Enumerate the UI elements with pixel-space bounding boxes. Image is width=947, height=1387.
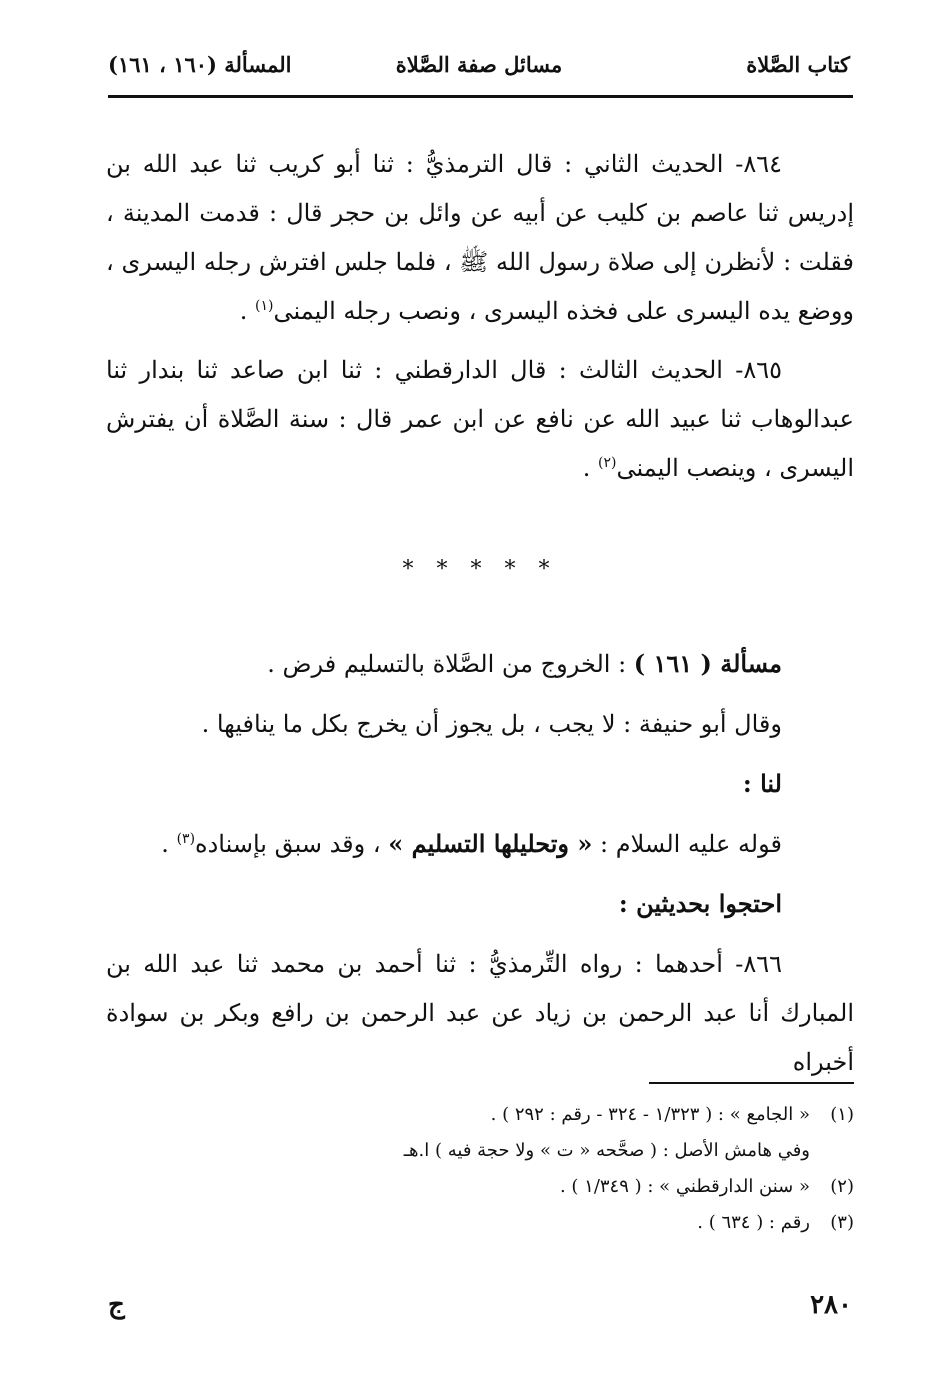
lana-heading: لنا : <box>742 769 782 798</box>
quoted-hadith: « وتحليلها التسليم » <box>388 829 593 858</box>
footnotes <box>114 1097 854 1241</box>
footnote-ref-3: (٣) <box>176 831 196 847</box>
issue-161-heading <box>106 634 782 694</box>
argued-heading: احتجوا بحديثين : <box>618 889 782 918</box>
hadith-864: ٨٦٤- الحديث الثاني : قال الترمذيُّ : ثنا أبو كريب ثنا عبد الله بن إدريس ثنا عاصم بن كليب عن أبيه عن وائل بن حجر قال : قدمت المدينة ، فقلت : لأنظرن إلى صلاة رسول الله ﷺ ، فلما جلس افترش رجله اليسرى ، ووضع يده اليسرى على فخذه اليسرى ، ونصب رجله اليمنى$^{(١)}$ . <box>106 150 855 325</box>
header-book-title: كتاب الصَّلاة <box>746 52 850 77</box>
hadith-865: ٨٦٥- الحديث الثالث : قال الدارقطني : ثنا ابن صاعد ثنا بندار ثنا عبدالوهاب ثنا عبيد الله عن نافع عن ابن عمر قال : سنة الصَّلاة أن يفترش اليسرى ، وينصب اليمنى$^{(٢)}$ . <box>106 356 854 482</box>
header-issue-numbers: المسألة (١٦٠ ، ١٦١) <box>108 52 292 77</box>
running-header <box>108 52 850 88</box>
issue-statement: : الخروج من الصَّلاة بالتسليم فرض . <box>267 650 634 678</box>
footnote-1-continued: وفي هامش الأصل : ( صحَّحه « ت » ولا حجة فيه ) ا.هـ <box>403 1140 810 1161</box>
evidence-quote: قوله عليه السلام : « وتحليلها التسليم » ، وقد سبق بإسناده$^{(٣)}$ . <box>161 829 782 858</box>
hadith-866: ٨٦٦- أحدهما : رواه التِّرمذيُّ : ثنا أحمد بن محمد ثنا عبد الله بن المبارك أنا عبد الرحمن بن زياد عن عبد الرحمن بن رافع وبكر بن سوادة أخبراه <box>106 950 854 1076</box>
main-text <box>106 140 854 1097</box>
header-section-title: مسائل صفة الصَّلاة <box>395 52 563 77</box>
header-divider <box>108 95 853 98</box>
footnote-2: (٢)« سنن الدارقطني » : ( ١/٣٤٩ ) . <box>559 1176 854 1197</box>
section-separator: * * * * * <box>402 557 558 582</box>
issue-title: مسألة ( ١٦١ ) <box>633 649 782 678</box>
footnote-divider <box>649 1082 854 1084</box>
footnote-ref-2: (٢) <box>598 455 617 471</box>
page-number: ٢٨٠ <box>810 1290 852 1320</box>
footnote-ref-1: (١) <box>254 298 274 314</box>
footnote-3: (٣)رقم : ( ٦٣٤ ) . <box>697 1212 854 1233</box>
abu-hanifa-opinion: وقال أبو حنيفة : لا يجب ، بل يجوز أن يخرج بكل ما ينافيها . <box>201 710 782 738</box>
footnote-1: (١)« الجامع » : ( ١/٣٢٣ - ٣٢٤ - رقم : ٢٩٢ ) . <box>490 1104 854 1125</box>
printer-signature: ج <box>108 1290 125 1320</box>
